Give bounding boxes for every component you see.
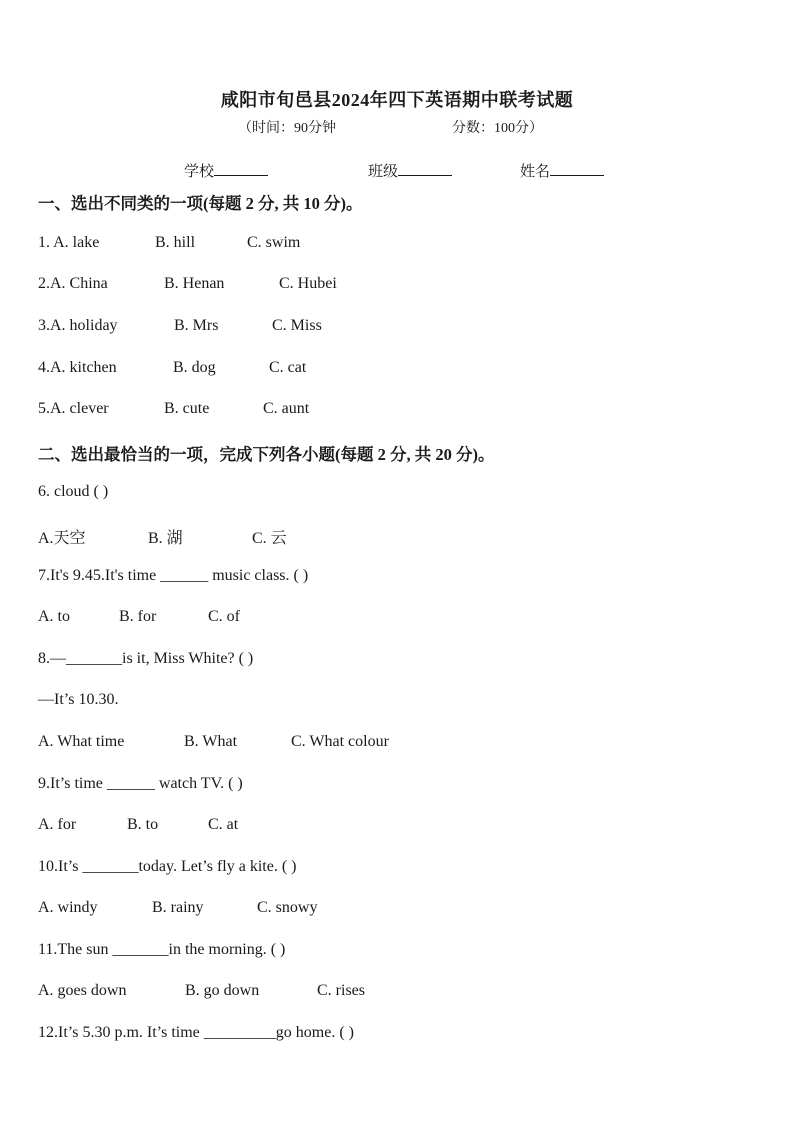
q5-option-a: 5.A. clever bbox=[38, 400, 109, 417]
q6-option-c: C. 云 bbox=[252, 530, 287, 547]
q7-stem: 7.It's 9.45.It's time ______ music class. ( ) bbox=[38, 567, 309, 584]
q5-option-b: B. cute bbox=[164, 400, 210, 417]
q9-stem: 9.It’s time ______ watch TV. ( ) bbox=[38, 775, 243, 792]
class-blank bbox=[398, 161, 452, 176]
q11-option-a: A. goes down bbox=[38, 982, 127, 999]
q8-option-b: B. What bbox=[184, 733, 238, 750]
q11-stem: 11.The sun _______in the morning. ( ) bbox=[38, 941, 286, 958]
q8-answer-line: —It’s 10.30. bbox=[38, 691, 119, 708]
q10-option-b: B. rainy bbox=[152, 899, 204, 916]
q8-option-c: C. What colour bbox=[291, 733, 389, 750]
q1-option-b: B. hill bbox=[155, 234, 196, 251]
exam-title: 咸阳市旬邑县2024年四下英语期中联考试题 bbox=[220, 90, 574, 110]
q9-option-b: B. to bbox=[127, 816, 159, 833]
q7-option-b: B. for bbox=[119, 608, 157, 625]
q3-option-b: B. Mrs bbox=[174, 317, 219, 334]
name-field bbox=[520, 160, 604, 181]
q8-option-a: A. What time bbox=[38, 733, 125, 750]
q7-option-c: C. of bbox=[208, 608, 240, 625]
q11-option-c: C. rises bbox=[317, 982, 365, 999]
name-label: 姓名 bbox=[520, 164, 551, 180]
q7-option-a: A. to bbox=[38, 608, 70, 625]
q3-option-c: C. Miss bbox=[272, 317, 322, 334]
q8-stem: 8.—_______is it, Miss White? ( ) bbox=[38, 650, 254, 667]
q6-stem: 6. cloud ( ) bbox=[38, 483, 109, 500]
q2-option-b: B. Henan bbox=[164, 275, 225, 292]
q10-option-a: A. windy bbox=[38, 899, 98, 916]
q12-stem: 12.It’s 5.30 p.m. It’s time _________go home. ( ) bbox=[38, 1024, 354, 1041]
section1-heading: 一、选出不同类的一项(每题 2 分, 共 10 分)。 bbox=[38, 194, 363, 213]
class-field bbox=[368, 160, 452, 181]
q6-option-a: A.天空 bbox=[38, 530, 86, 547]
q2-option-a: 2.A. China bbox=[38, 275, 108, 292]
q2-option-c: C. Hubei bbox=[279, 275, 337, 292]
q5-option-c: C. aunt bbox=[263, 400, 310, 417]
q9-option-c: C. at bbox=[208, 816, 239, 833]
q3-option-a: 3.A. holiday bbox=[38, 317, 118, 334]
q10-option-c: C. snowy bbox=[257, 899, 318, 916]
q1-option-a: 1. A. lake bbox=[38, 234, 100, 251]
q4-option-b: B. dog bbox=[173, 359, 216, 376]
exam-score: 分数：100分） bbox=[452, 121, 543, 136]
school-blank bbox=[214, 161, 268, 176]
q1-option-c: C. swim bbox=[247, 234, 301, 251]
school-label: 学校 bbox=[184, 164, 215, 180]
section2-heading: 二、选出最恰当的一项，完成下列各小题(每题 2 分, 共 20 分)。 bbox=[38, 445, 495, 464]
name-blank bbox=[550, 161, 604, 176]
q4-option-c: C. cat bbox=[269, 359, 307, 376]
q11-option-b: B. go down bbox=[185, 982, 260, 999]
q9-option-a: A. for bbox=[38, 816, 77, 833]
q10-stem: 10.It’s _______today. Let’s fly a kite. ( ) bbox=[38, 858, 297, 875]
exam-time: （时间：90分钟 bbox=[238, 121, 336, 136]
school-field bbox=[184, 160, 268, 181]
q6-option-b: B. 湖 bbox=[148, 530, 183, 547]
q4-option-a: 4.A. kitchen bbox=[38, 359, 117, 376]
class-label: 班级 bbox=[368, 164, 399, 180]
